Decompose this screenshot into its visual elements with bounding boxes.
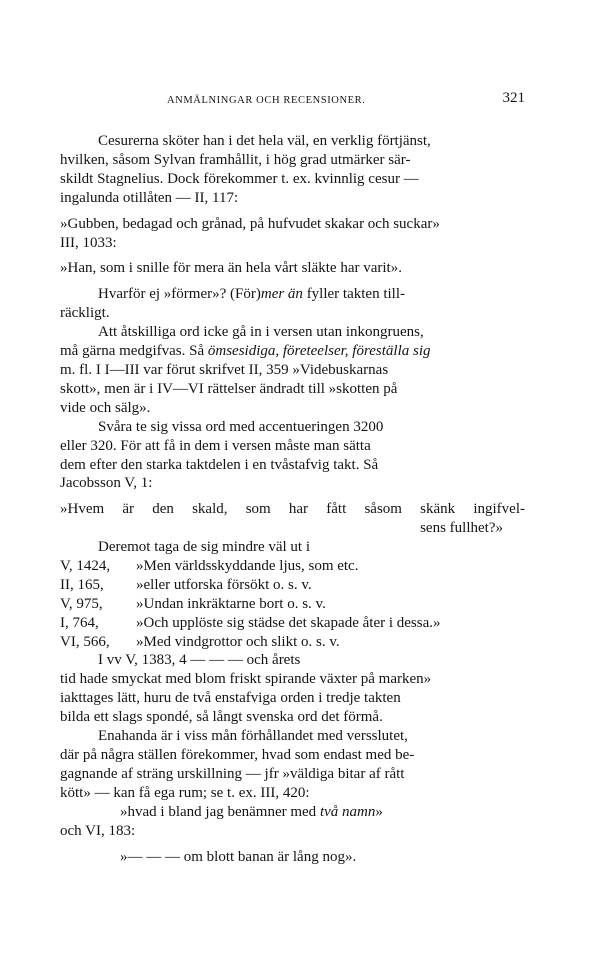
text-span: må gärna medgifvas. Så	[60, 343, 208, 360]
reference-quote: »Undan inkräktarne bort o. s. v.	[136, 595, 326, 612]
verse-quote: »— — — om blott banan är lång nog».	[120, 848, 357, 865]
paragraph-cesurer	[60, 132, 525, 208]
text-line: dem efter den starka taktdelen i en tvåstafvig takt. Så	[60, 456, 379, 473]
text-line: Enahanda är i viss mån förhållandet med versslutet,	[98, 728, 408, 745]
text-line: iakttages lätt, huru de två enstafviga orden i tredje takten	[60, 690, 401, 707]
italic-text: två namn	[319, 803, 376, 820]
reference-locator: V, 975,	[60, 595, 103, 612]
verse-quote-continuation: sens fullhet?»	[420, 520, 503, 537]
reference-row	[60, 595, 525, 614]
reference-quote: »Men världsskyddande ljus, som etc.	[136, 558, 359, 575]
reference-locator: VI, 566,	[60, 633, 110, 650]
text-line: hvilken, såsom Sylvan framhållit, i hög grad utmärker sär-	[60, 151, 411, 168]
italic-text: ömsesidiga, företeelser, föreställa sig	[207, 343, 431, 360]
text-line: gagnande af sträng urskillning — jfr »väldiga bitar af rått	[60, 765, 405, 782]
text-line: m. fl. I I—III var förut skrifvet II, 359 »Videbuskarnas	[60, 361, 389, 378]
text-line: Cesurerna sköter han i det hela väl, en verklig förtjänst,	[98, 133, 431, 149]
paragraph-hvarfor	[60, 285, 525, 323]
text-line: I vv V, 1383, 4 — — — och årets	[98, 652, 301, 669]
reference-locator: II, 165,	[60, 576, 104, 593]
text-line: eller 320. För att få in dem i versen måste man sätta	[60, 437, 371, 454]
text-line: Svåra te sig vissa ord med accentueringen 3200	[98, 418, 384, 435]
text-span: Hvarför ej »förmer»? (För)	[98, 286, 261, 303]
text-line: räckligt.	[60, 305, 110, 322]
verse-quote	[60, 803, 525, 822]
text-line	[60, 285, 525, 304]
reference-row	[60, 614, 525, 633]
text-line: Jacobsson V, 1:	[60, 475, 153, 492]
reference-row	[60, 557, 525, 576]
text-line: och VI, 183:	[60, 822, 136, 839]
text-line: bilda ett slags spondé, så långt svenska ord det förmå.	[60, 709, 383, 726]
text-line: tid hade smyckat med blom friskt spirande växter på marken»	[60, 671, 432, 688]
verse-quote: »Gubben, bedagad och grånad, på hufvudet skakar och suckar»	[60, 215, 440, 232]
verse-quote: »Hvem är den skald, som har fått såsom skänk ingifvel-	[60, 501, 525, 518]
text-line: Deremot taga de sig mindre väl ut i	[98, 539, 311, 556]
reference-locator: V, 1424,	[60, 558, 111, 575]
page-number: 321	[502, 90, 525, 106]
italic-text: mer än	[260, 286, 303, 303]
reference-row	[60, 576, 525, 595]
text-line: ingalunda otillåten — II, 117:	[60, 189, 239, 206]
paragraph-vv	[60, 651, 525, 727]
reference-quote: »Med vindgrottor och slikt o. s. v.	[136, 633, 340, 650]
reference-locator: I, 764,	[60, 614, 99, 631]
reference-quote: »eller utforska försökt o. s. v.	[136, 576, 312, 593]
paragraph-deremot	[60, 538, 525, 651]
text-line: där på några ställen förekommer, hvad som endast med be-	[60, 747, 415, 764]
text-line: Att åtskilliga ord icke gå in i versen utan inkongruens,	[98, 324, 424, 341]
text-line: kött» — kan få ega rum; se t. ex. III, 420:	[60, 784, 310, 801]
text-span: »hvad i bland jag benämner med	[120, 803, 320, 820]
book-page	[60, 90, 525, 866]
text-line: vide och sälg».	[60, 399, 151, 416]
verse-quote: »Han, som i snille för mera än hela vårt släkte har varit».	[60, 260, 402, 277]
reference-list	[60, 557, 525, 651]
running-head: ANMÄLNINGAR OCH RECENSIONER.	[167, 95, 366, 106]
text-line: skott», men är i IV—VI rättelser ändradt till »skotten på	[60, 380, 398, 397]
paragraph-atskilliga	[60, 323, 525, 418]
paragraph-enahanda	[60, 727, 525, 803]
text-line: skildt Stagnelius. Dock förekommer t. ex. kvinnlig cesur —	[60, 170, 419, 187]
text-span: fyller takten till-	[302, 286, 405, 303]
text-span: »	[375, 803, 383, 820]
paragraph-svara	[60, 418, 525, 494]
text-line	[60, 342, 525, 361]
reference-row	[60, 633, 525, 652]
reference-quote: »Och upplöste sig städse det skapade åter i dessa.»	[136, 614, 441, 631]
verse-reference: III, 1033:	[60, 234, 117, 251]
page-header	[60, 90, 525, 114]
